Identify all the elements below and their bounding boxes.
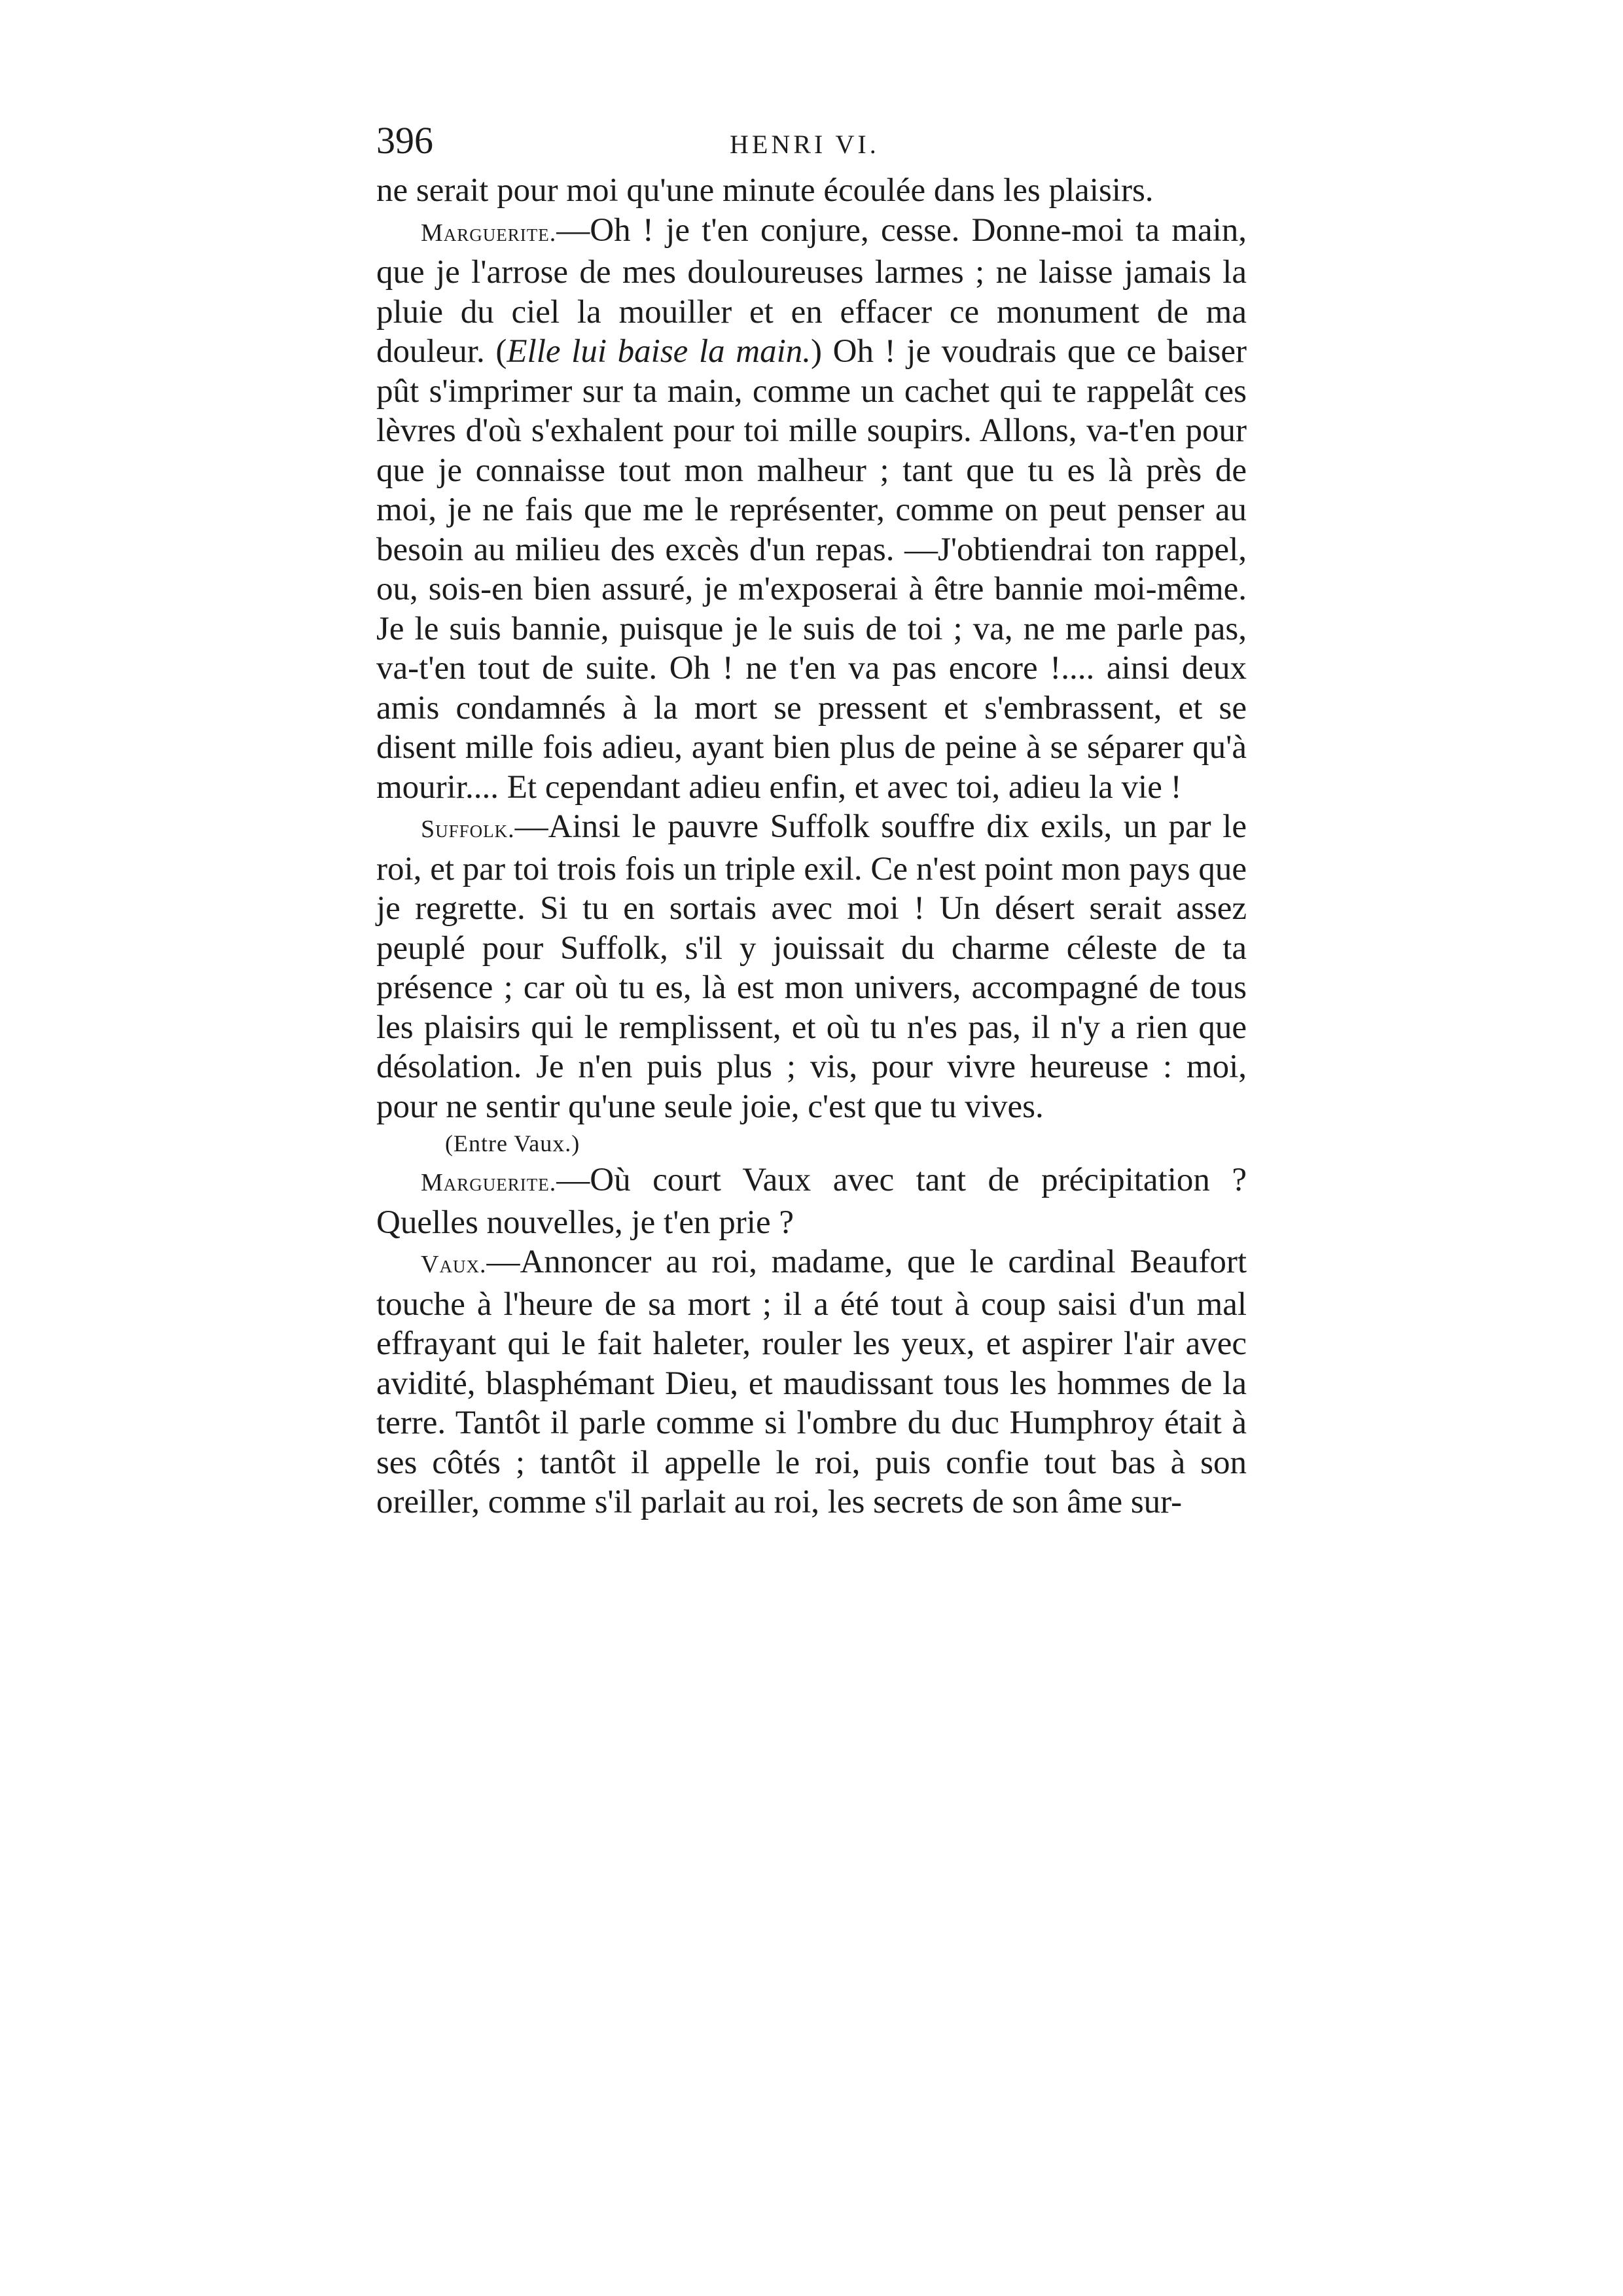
speech-text: —Où court Vaux avec tant de précipitation ? Quelles nouvelles, je t'en prie ? <box>376 1162 1247 1241</box>
speech-suffolk <box>376 807 1247 1126</box>
running-title: HENRI VI. <box>730 130 880 159</box>
speech-text: —Oh ! je t'en conjure, cesse. Donne-moi ta main, que je l'arrose de mes douloureuses larmes ; ne laisse jamais la pluie du ciel la mouiller et en effacer ce monument de ma douleur. <box>376 211 1247 370</box>
stage-direction-inline: Elle lui baise la main. <box>507 333 812 370</box>
speech-text: Oh ! je voudrais que ce baiser pût s'imprimer sur ta main, comme un cachet qui te rappelât ces lèvres d'où s'exhalent pour toi mille soupirs. Allons, va-t'en pour que je connaisse tout mon malheur ; tant que tu es là près de moi, je ne fais que me le représenter, comme on peut penser au besoin au milieu des excès d'un repas. —J'obtiendrai ton rappel, ou, sois-en bien assuré, je m'exposerai à être bannie moi-même. Je le suis bannie, puisque je le suis de toi ; va, ne me parle pas, va-t'en tout de suite. Oh ! ne t'en va pas encore !.... ainsi deux amis condamnés à la mort se pressent et s'embrassent, et se disent mille fois adieu, ayant bien plus de peine à se séparer qu'à mourir.... Et cependant adieu enfin, et avec toi, adieu la vie ! <box>376 333 1247 806</box>
speech-text: —Ainsi le pauvre Suffolk souffre dix exils, un par le roi, et par toi trois fois un triple exil. Ce n'est point mon pays que je regrette. Si tu en sortais avec moi ! Un désert serait assez peuplé pour Suffolk, s'il y jouissait du charme céleste de ta présence ; car où tu es, là est mon univers, accompagné de tous les plaisirs qui le remplissent, et où tu n'es pas, il n'y a rien que désolation. Je n'en puis plus ; vis, pour vivre heureuse : moi, pour ne sentir qu'une seule joie, c'est que tu vives. <box>376 808 1247 1125</box>
speaker-name: Marguerite. <box>421 219 557 247</box>
speaker-name: Suffolk. <box>421 816 515 843</box>
paragraph-text: ne serait pour moi qu'une minute écoulée dans les plaisirs. <box>376 172 1154 209</box>
book-page <box>376 115 1247 1522</box>
speech-marguerite: Marguerite.—Oh ! je t'en conjure, cesse. Donne-moi ta main, que je l'arrose de mes douloureuses larmes ; ne laisse jamais la pluie du ciel la mouiller et en effacer ce monument de ma douleur. (Elle lui baise la main.) Oh ! je voudrais que ce baiser pût s'imprimer sur ta main, comme un cachet qui te rappelât ces lèvres d'où s'exhalent pour toi mille soupirs. Allons, va-t'en pour que je connaisse tout mon malheur ; tant que tu es là près de moi, je ne fais que me le représenter, comme on peut penser au besoin au milieu des excès d'un repas. —J'obtiendrai ton rappel, ou, sois-en bien assuré, je m'exposerai à être bannie moi-même. Je le suis bannie, puisque je le suis de toi ; va, ne me parle pas, va-t'en tout de suite. Oh ! ne t'en va pas encore !.... ainsi deux amis condamnés à la mort se pressent et s'embrassent, et se disent mille fois adieu, ayant bien plus de peine à se séparer qu'à mourir.... Et cependant adieu enfin, et avec toi, adieu la vie ! <box>376 211 1247 806</box>
page-number: 396 <box>376 119 433 162</box>
speaker-name: Marguerite. <box>421 1169 557 1196</box>
speech-vaux <box>376 1242 1247 1522</box>
speech-marguerite <box>376 1160 1247 1242</box>
body-text <box>376 171 1247 1522</box>
paragraph-continuation <box>376 171 1247 211</box>
speech-text: —Annoncer au roi, madame, que le cardinal Beaufort touche à l'heure de sa mort ; il a été tout à coup saisi d'un mal effrayant qui le fait haleter, rouler les yeux, et aspirer l'air avec avidité, blasphémant Dieu, et maudissant tous les hommes de la terre. Tantôt il parle comme si l'ombre du duc Humphroy était à ses côtés ; tantôt il appelle le roi, puis confie tout bas à son oreiller, comme s'il parlait au roi, les secrets de son âme sur- <box>376 1244 1247 1520</box>
stage-direction: (Entre Vaux.) <box>445 1130 580 1157</box>
page-header <box>376 115 1247 167</box>
speaker-name: Vaux. <box>421 1251 487 1278</box>
